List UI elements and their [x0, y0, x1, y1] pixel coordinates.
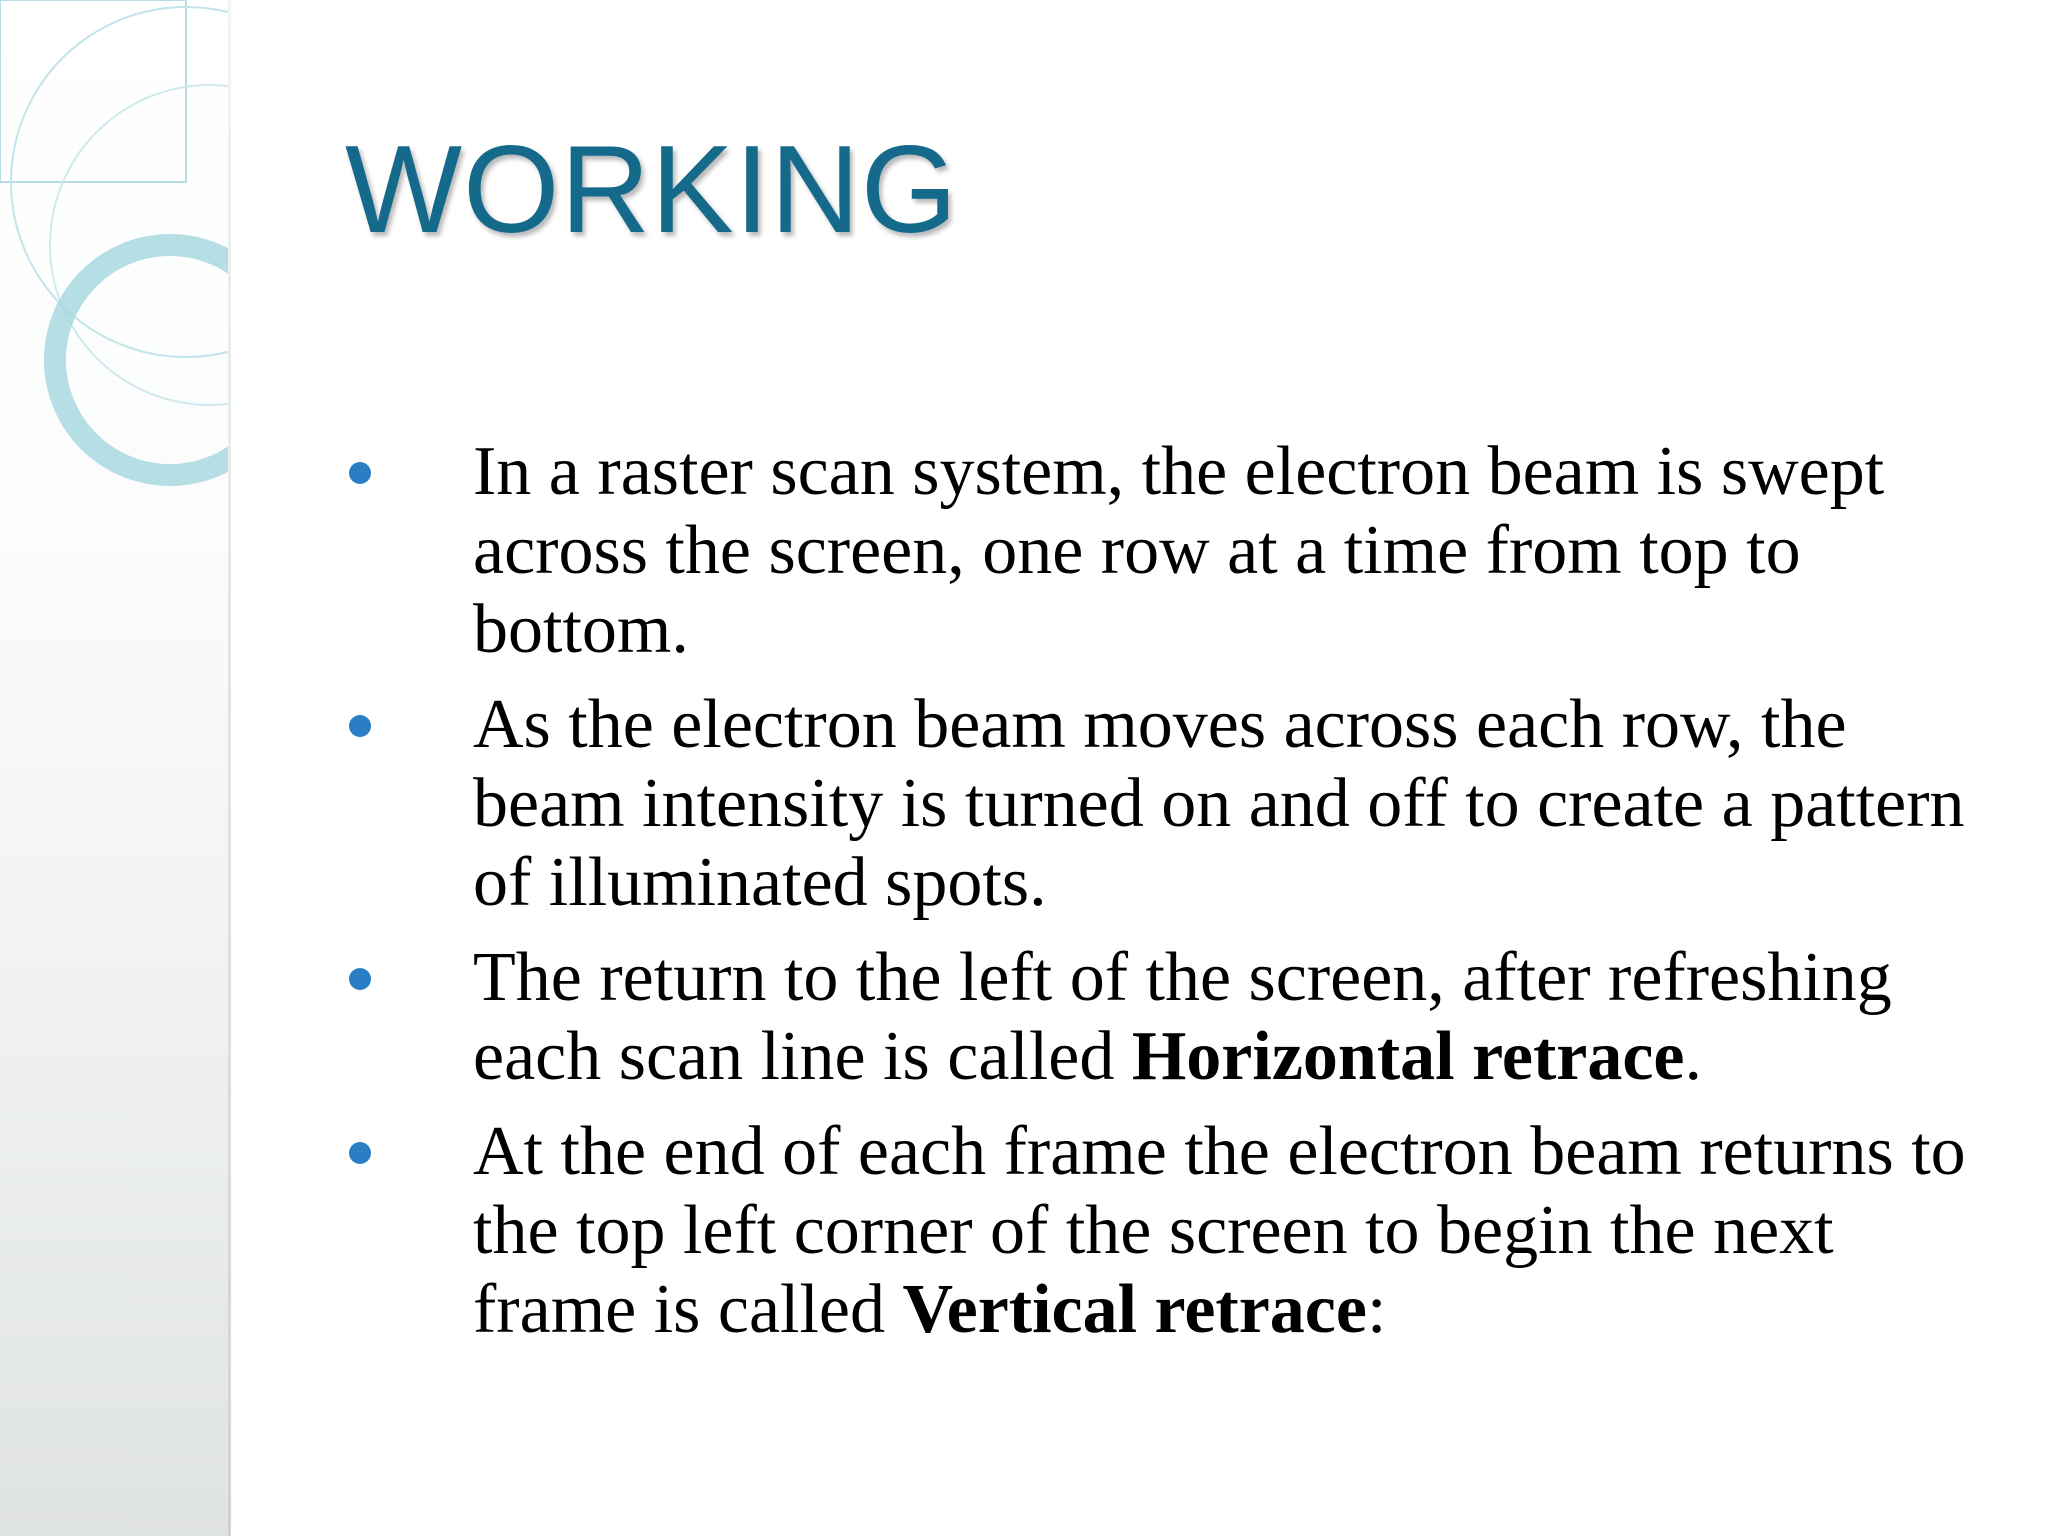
panel-divider: [228, 0, 231, 1536]
bullet-suffix: :: [1366, 1271, 1387, 1348]
bullet-dot-icon: [349, 715, 371, 737]
bullet-text: In a raster scan system, the electron beam is swept across the screen, one row at a time from top to bottom.: [473, 433, 1885, 668]
bullet-item: [345, 1112, 2010, 1349]
bullet-text: The return to the left of the screen, after refreshing each scan line is called: [473, 939, 1892, 1095]
bullet-list: [345, 432, 2010, 1365]
bullet-dot-icon: [349, 1142, 371, 1164]
term-vertical-retrace: Vertical retrace: [902, 1271, 1367, 1348]
bullet-text: As the electron beam moves across each row, the beam intensity is turned on and off to create a pattern of illuminated spots.: [473, 686, 1965, 921]
left-decorative-panel: [0, 0, 228, 1536]
bullet-dot-icon: [349, 968, 371, 990]
slide-title: WORKING: [345, 121, 959, 259]
bullet-suffix: .: [1684, 1018, 1702, 1095]
bullet-item: [345, 432, 2010, 669]
term-horizontal-retrace: Horizontal retrace: [1131, 1018, 1685, 1095]
bullet-item: [345, 938, 2010, 1096]
bullet-dot-icon: [349, 462, 371, 484]
bullet-text: At the end of each frame the electron beam returns to the top left corner of the screen to begin the next frame is called: [473, 1113, 1966, 1348]
decorative-circles-icon: [0, 0, 228, 1536]
deco-square-frame: [0, 0, 186, 182]
bullet-item: [345, 685, 2010, 922]
deco-thick-ring: [55, 245, 228, 475]
